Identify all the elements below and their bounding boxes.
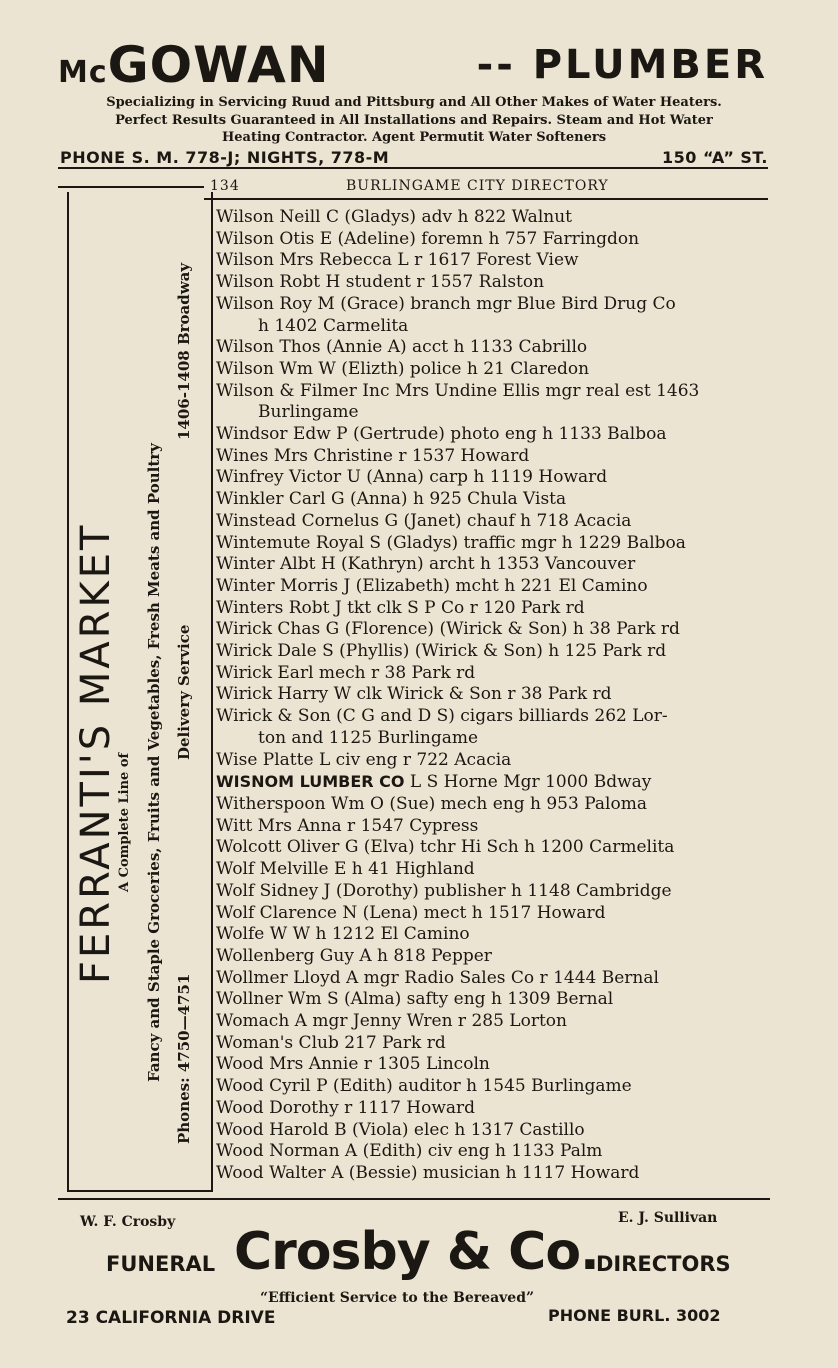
directory-entry: [216, 467, 776, 489]
directory-entry: [216, 1033, 776, 1055]
entry-text: Winters Robt J tkt clk S P Co r 120 Park rd: [216, 597, 585, 618]
bottom-divider: [58, 1198, 770, 1200]
directory-entry: [216, 946, 776, 968]
mcgowan-trade: -- PLUMBER: [476, 42, 768, 88]
directory-listings: [216, 207, 776, 1185]
entry-text: Wood Mrs Annie r 1305 Lincoln: [216, 1054, 490, 1075]
entry-text: Wilson Roy M (Grace) branch mgr Blue Bird Drug Co: [216, 293, 676, 314]
directory-entry: [216, 641, 776, 663]
directory-entry: [216, 337, 776, 359]
directory-entry: [216, 424, 776, 446]
entry-text: Wood Cyril P (Edith) auditor h 1545 Burlingame: [216, 1076, 632, 1097]
directory-entry: [216, 1076, 776, 1098]
directory-entry: [216, 771, 776, 794]
directory-entry: [216, 229, 776, 251]
mcgowan-address: 150 “A” ST.: [661, 147, 768, 167]
entry-continuation: h 1402 Carmelita: [258, 315, 409, 336]
directory-entry: [216, 1163, 776, 1185]
entry-text: Wood Dorothy r 1117 Howard: [216, 1097, 476, 1118]
crosby-firm-name: Crosby & Co.: [234, 1222, 599, 1282]
directory-entry: [216, 446, 776, 468]
mcgowan-name-prefix: Mc: [58, 55, 108, 90]
directory-entry: [216, 250, 776, 272]
entry-text: Winstead Cornelus G (Janet) chauf h 718 Acacia: [216, 510, 632, 531]
header-rule-left: [58, 186, 204, 188]
crosby-phone: PHONE BURL. 3002: [548, 1306, 721, 1325]
directory-entry: [216, 533, 776, 555]
mcgowan-line-2: Perfect Results Guaranteed in All Installations and Repairs. Steam and Hot Water: [115, 112, 713, 128]
directory-entry: [216, 859, 776, 881]
directory-entry: [216, 924, 776, 946]
entry-text: Wollner Wm S (Alma) safty eng h 1309 Bernal: [216, 989, 614, 1010]
entry-text-rest: L S Horne Mgr 1000 Bdway: [404, 772, 652, 793]
page-number: 134: [210, 178, 240, 194]
directory-entry: [216, 359, 776, 381]
crosby-partner-left: W. F. Crosby: [80, 1214, 176, 1230]
ferranti-name: FERRANTI'S MARKET: [73, 522, 119, 984]
ferranti-products: Fancy and Staple Groceries, Fruits and Vegetables, Fresh Meats and Poultry: [145, 443, 163, 1082]
directory-entry: [216, 1054, 776, 1076]
entry-text: Wintemute Royal S (Gladys) traffic mgr h 1229 Balboa: [216, 532, 686, 553]
directory-entry: [216, 684, 776, 706]
ferranti-complete-line: A Complete Line of: [117, 752, 132, 892]
running-head: BURLINGAME CITY DIRECTORY: [346, 178, 609, 194]
entry-text: Wilson Neill C (Gladys) adv h 822 Walnut: [216, 207, 572, 227]
directory-entry: [216, 511, 776, 533]
ferranti-delivery: Delivery Service: [175, 624, 193, 760]
mcgowan-name: [58, 36, 330, 102]
entry-text: Wollmer Lloyd A mgr Radio Sales Co r 1444 Bernal: [216, 967, 659, 988]
entry-text: Witherspoon Wm O (Sue) mech eng h 953 Paloma: [216, 793, 647, 814]
entry-text: Wolf Clarence N (Lena) mect h 1517 Howard: [216, 902, 606, 923]
crosby-partner-right: E. J. Sullivan: [618, 1210, 718, 1226]
entry-text: Witt Mrs Anna r 1547 Cypress: [216, 815, 479, 836]
mcgowan-contact-row: [58, 147, 770, 169]
directory-entry: [216, 1120, 776, 1142]
entry-text: Winter Morris J (Elizabeth) mcht h 221 El Camino: [216, 575, 648, 596]
ferranti-phones: Phones: 4750—4751: [175, 973, 193, 1144]
directory-entry: [216, 1098, 776, 1120]
mcgowan-heading: [58, 36, 770, 94]
directory-entry: [216, 706, 776, 749]
directory-entry: [216, 1141, 776, 1163]
ferranti-advertisement: [67, 192, 213, 1192]
entry-text: Womach A mgr Jenny Wren r 285 Lorton: [216, 1011, 567, 1032]
entry-text: Winfrey Victor U (Anna) carp h 1119 Howard: [216, 467, 608, 488]
entry-text: Wilson Mrs Rebecca L r 1617 Forest View: [216, 250, 579, 271]
directory-entry: [216, 207, 776, 229]
directory-entry: [216, 794, 776, 816]
entry-text: Wirick Chas G (Florence) (Wirick & Son) h 38 Park rd: [216, 619, 680, 640]
entry-text: Wolfe W W h 1212 El Camino: [216, 924, 470, 945]
directory-entry: [216, 489, 776, 511]
entry-text: Wolf Sidney J (Dorothy) publisher h 1148 Cambridge: [216, 880, 672, 901]
entry-text: Wirick Harry W clk Wirick & Son r 38 Park rd: [216, 684, 612, 705]
entry-text: Wood Norman A (Edith) civ eng h 1133 Palm: [216, 1141, 603, 1162]
entry-text: Wood Walter A (Bessie) musician h 1117 Howard: [216, 1162, 640, 1183]
directory-entry: [216, 881, 776, 903]
entry-text: Wirick Earl mech r 38 Park rd: [216, 662, 476, 683]
entry-text: Wilson Wm W (Elizth) police h 21 Claredon: [216, 358, 590, 379]
mcgowan-advertisement: [58, 36, 770, 169]
ferranti-address: 1406-1408 Broadway: [175, 262, 193, 440]
directory-entry: [216, 554, 776, 576]
entry-text: Wines Mrs Christine r 1537 Howard: [216, 445, 530, 466]
directory-entry: [216, 576, 776, 598]
mcgowan-phone: PHONE S. M. 778-J; NIGHTS, 778-M: [60, 147, 390, 167]
crosby-funeral-label: FUNERAL: [106, 1252, 216, 1276]
crosby-slogan: “Efficient Service to the Bereaved”: [260, 1290, 535, 1306]
crosby-directors-label: DIRECTORS: [596, 1252, 731, 1276]
crosby-address: 23 CALIFORNIA DRIVE: [66, 1308, 276, 1328]
directory-entry: [216, 1011, 776, 1033]
entry-continuation: Burlingame: [258, 402, 359, 423]
directory-entry: [216, 837, 776, 859]
directory-entry: [216, 272, 776, 294]
entry-text: Wollenberg Guy A h 818 Pepper: [216, 945, 492, 966]
directory-entry: [216, 663, 776, 685]
mcgowan-name-main: GOWAN: [107, 36, 330, 94]
entry-text: Wilson Robt H student r 1557 Ralston: [216, 272, 545, 293]
directory-entry: [216, 750, 776, 772]
entry-text: WISNOM LUMBER CO: [216, 772, 405, 792]
header-rule-right: [204, 198, 768, 200]
entry-text: Winkler Carl G (Anna) h 925 Chula Vista: [216, 489, 567, 510]
entry-text: Windsor Edw P (Gertrude) photo eng h 1133 Balboa: [216, 424, 667, 445]
top-divider: [58, 167, 768, 169]
directory-entry: [216, 619, 776, 641]
directory-entry: [216, 989, 776, 1011]
directory-entry: [216, 968, 776, 990]
directory-entry: [216, 294, 776, 337]
entry-text: Wilson Thos (Annie A) acct h 1133 Cabrillo: [216, 337, 588, 358]
directory-entry: [216, 903, 776, 925]
entry-text: Woman's Club 217 Park rd: [216, 1032, 446, 1053]
entry-text: Wise Platte L civ eng r 722 Acacia: [216, 749, 512, 770]
crosby-advertisement: [58, 1204, 770, 1334]
entry-text: Wilson & Filmer Inc Mrs Undine Ellis mgr real est 1463: [216, 380, 700, 401]
entry-text: Wirick & Son (C G and D S) cigars billiards 262 Lor-: [216, 706, 668, 727]
entry-text: Wolf Melville E h 41 Highland: [216, 859, 475, 880]
directory-entry: [216, 381, 776, 424]
entry-text: Wilson Otis E (Adeline) foremn h 757 Farringdon: [216, 228, 640, 249]
mcgowan-line-3: Heating Contractor. Agent Permutit Water Softeners: [221, 130, 607, 145]
entry-text: Wood Harold B (Viola) elec h 1317 Castillo: [216, 1119, 585, 1140]
entry-text: Wirick Dale S (Phyllis) (Wirick & Son) h 125 Park rd: [216, 641, 667, 662]
entry-text: Wolcott Oliver G (Elva) tchr Hi Sch h 1200 Carmelita: [216, 837, 675, 858]
entry-continuation: ton and 1125 Burlingame: [258, 727, 479, 748]
directory-entry: [216, 598, 776, 620]
entry-text: Winter Albt H (Kathryn) archt h 1353 Vancouver: [216, 554, 636, 575]
directory-entry: [216, 816, 776, 838]
mcgowan-line-1: Specializing in Servicing Ruud and Pittsburg and All Other Makes of Water Heaters.: [106, 95, 722, 110]
